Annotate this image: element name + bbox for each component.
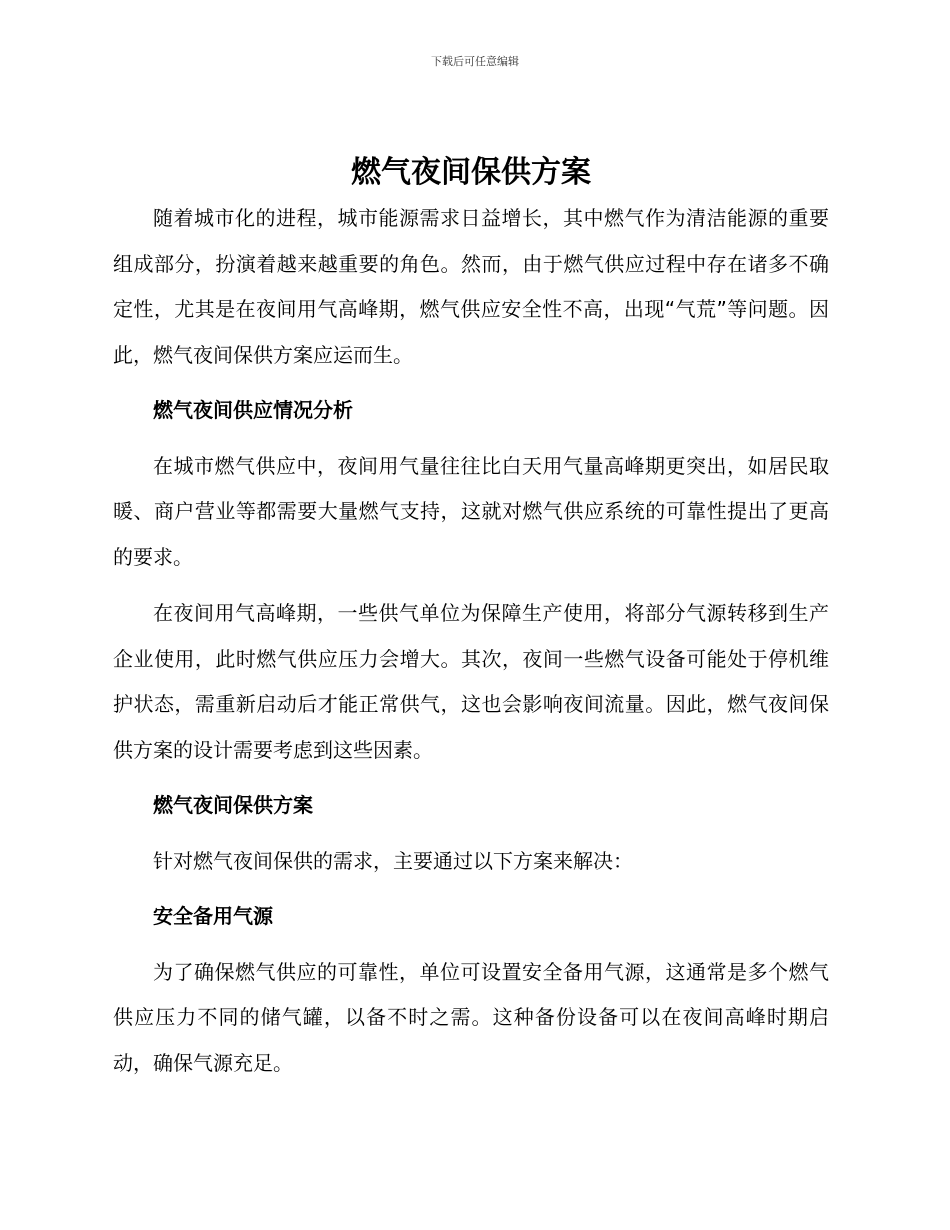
paragraph-night-demand: 在城市燃气供应中，夜间用气量往往比白天用气量高峰期更突出，如居民取暖、商户营业等都需要大量燃气支持，这就对燃气供应系统的可靠性提出了更高的要求。 [113,453,829,569]
spacer [113,434,829,444]
spacer [113,940,829,950]
spacer [113,580,829,591]
document-body [113,150,829,1086]
section-heading-supply-plan: 燃气夜间保供方案 [153,793,313,817]
intro-paragraph: 随着城市化的进程，城市能源需求日益增长，其中燃气作为清洁能源的重要组成部分，扮演着越来越重要的角色。然而，由于燃气供应过程中存在诸多不确定性，尤其是在夜间用气高峰期，燃气供应安全性不高，出现“气荒”等问题。因此，燃气夜间保供方案应运而生。 [113,206,829,367]
paragraph-plan-intro: 针对燃气夜间保供的需求，主要通过以下方案来解决： [153,848,633,873]
section-heading-supply-analysis: 燃气夜间供应情况分析 [153,398,353,422]
spacer [113,773,829,783]
document-title: 燃气夜间保供方案 [351,155,591,190]
spacer [113,378,829,388]
paragraph-peak-pressure: 在夜间用气高峰期，一些供气单位为保障生产使用，将部分气源转移到生产企业使用，此时燃气供应压力会增大。其次，夜间一些燃气设备可能处于停机维护状态，需重新启动后才能正常供气，这也会影响夜间流量。因此，燃气夜间保供方案的设计需要考虑到这些因素。 [113,601,829,762]
spacer [113,829,829,839]
section-heading-backup-source: 安全备用气源 [153,904,273,928]
header-note: 下载后可任意编辑 [431,55,519,68]
spacer [113,884,829,894]
paragraph-backup-source: 为了确保燃气供应的可靠性，单位可设置安全备用气源，这通常是多个燃气供应压力不同的储气罐，以备不时之需。这种备份设备可以在夜间高峰时期启动，确保气源充足。 [113,959,829,1075]
